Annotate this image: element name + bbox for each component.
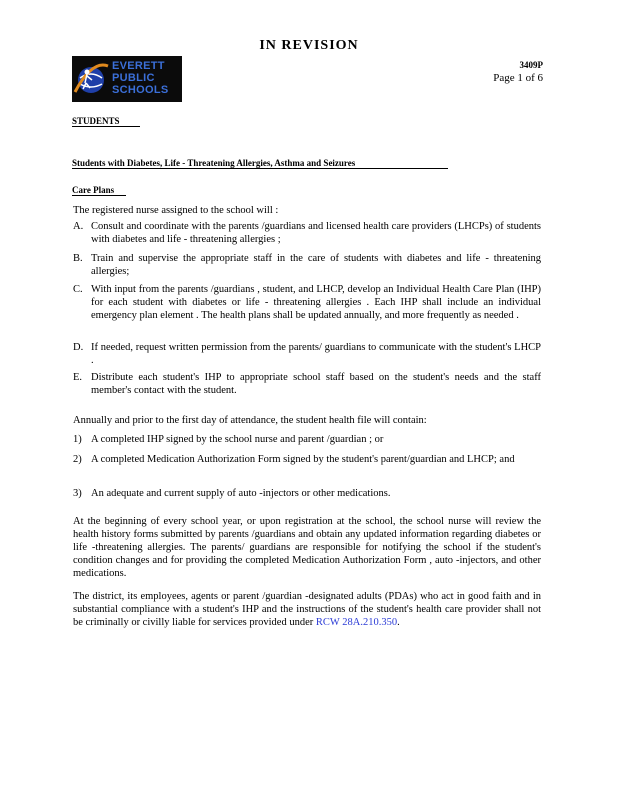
item-text: With input from the parents /guardians , student, and LHCP, develop an Individual Health Care Plan (IHP) for each student with diabetes or life - threatening allergies . Each IHP shall include an individual emergency plan element . The health plans shall be updated annually, and more frequently as needed . bbox=[91, 284, 541, 321]
item-label: A. bbox=[73, 221, 84, 232]
logo-text: EVERETT PUBLIC SCHOOLS bbox=[112, 60, 169, 96]
item-label: B. bbox=[73, 253, 83, 264]
item-label: E. bbox=[73, 372, 83, 383]
page-number: Page 1 of 6 bbox=[493, 72, 543, 84]
item-label: 3) bbox=[73, 488, 82, 499]
duty-item-e bbox=[73, 371, 541, 397]
duty-item-c bbox=[73, 283, 541, 322]
liability-paragraph bbox=[73, 590, 541, 629]
page-title: IN REVISION bbox=[259, 38, 359, 53]
intro-paragraph: The registered nurse assigned to the school will : bbox=[73, 205, 279, 216]
item-text: If needed, request written permission from the parents/ guardians to communicate with the student's LHCP . bbox=[91, 342, 541, 366]
review-paragraph: At the beginning of every school year, or upon registration at the school, the school nurse will review the health history forms submitted by parents /guardians and obtain any updated information regarding diabetes or life -threatening allergies. The parents/ guardians are responsible for notifying the school if the student's condition changes and for providing the completed Medication Authorization Form , auto -injectors, and other medications. bbox=[73, 516, 541, 579]
duty-item-d bbox=[73, 341, 541, 367]
item-text: Train and supervise the appropriate staff in the care of students with diabetes and life - threatening allergies; bbox=[91, 253, 541, 277]
globe-icon bbox=[72, 56, 112, 102]
section-label: STUDENTS bbox=[72, 116, 140, 127]
item-text: Consult and coordinate with the parents /guardians and licensed health care providers (LHCPs) of students with diabetes and life - threatening allergies ; bbox=[91, 221, 541, 245]
file-item-2 bbox=[73, 453, 541, 466]
item-text: An adequate and current supply of auto -injectors or other medications. bbox=[91, 488, 391, 499]
item-text: A completed Medication Authorization Form signed by the student's parent/guardian and LHCP; and bbox=[91, 454, 515, 465]
item-label: 2) bbox=[73, 454, 82, 465]
file-intro-paragraph: Annually and prior to the first day of attendance, the student health file will contain: bbox=[73, 415, 427, 426]
duty-item-a bbox=[73, 220, 541, 246]
subheading-care-plans: Care Plans bbox=[72, 185, 126, 196]
duty-item-b bbox=[73, 252, 541, 278]
liability-end: . bbox=[397, 617, 400, 628]
rcw-link[interactable]: RCW 28A.210.350 bbox=[315, 617, 398, 628]
item-label: 1) bbox=[73, 434, 82, 445]
liability-text: The district, its employees, agents or parent /guardian -designated adults (PDAs) who act in good faith and in substantial compliance with a student's IHP and the instructions of the student's health care provider shall not be criminally or civilly liable for services provided under bbox=[73, 591, 541, 628]
file-item-1 bbox=[73, 433, 541, 446]
document-number: 3409P bbox=[519, 60, 543, 70]
policy-title: Students with Diabetes, Life - Threatening Allergies, Asthma and Seizures bbox=[72, 158, 448, 169]
item-text: A completed IHP signed by the school nurse and parent /guardian ; or bbox=[91, 434, 384, 445]
item-label: C. bbox=[73, 284, 83, 295]
file-item-3 bbox=[73, 487, 541, 500]
school-logo bbox=[72, 56, 182, 102]
item-text: Distribute each student's IHP to appropriate school staff based on the student's needs and the staff member's contact with the student. bbox=[91, 372, 541, 396]
item-label: D. bbox=[73, 342, 84, 353]
